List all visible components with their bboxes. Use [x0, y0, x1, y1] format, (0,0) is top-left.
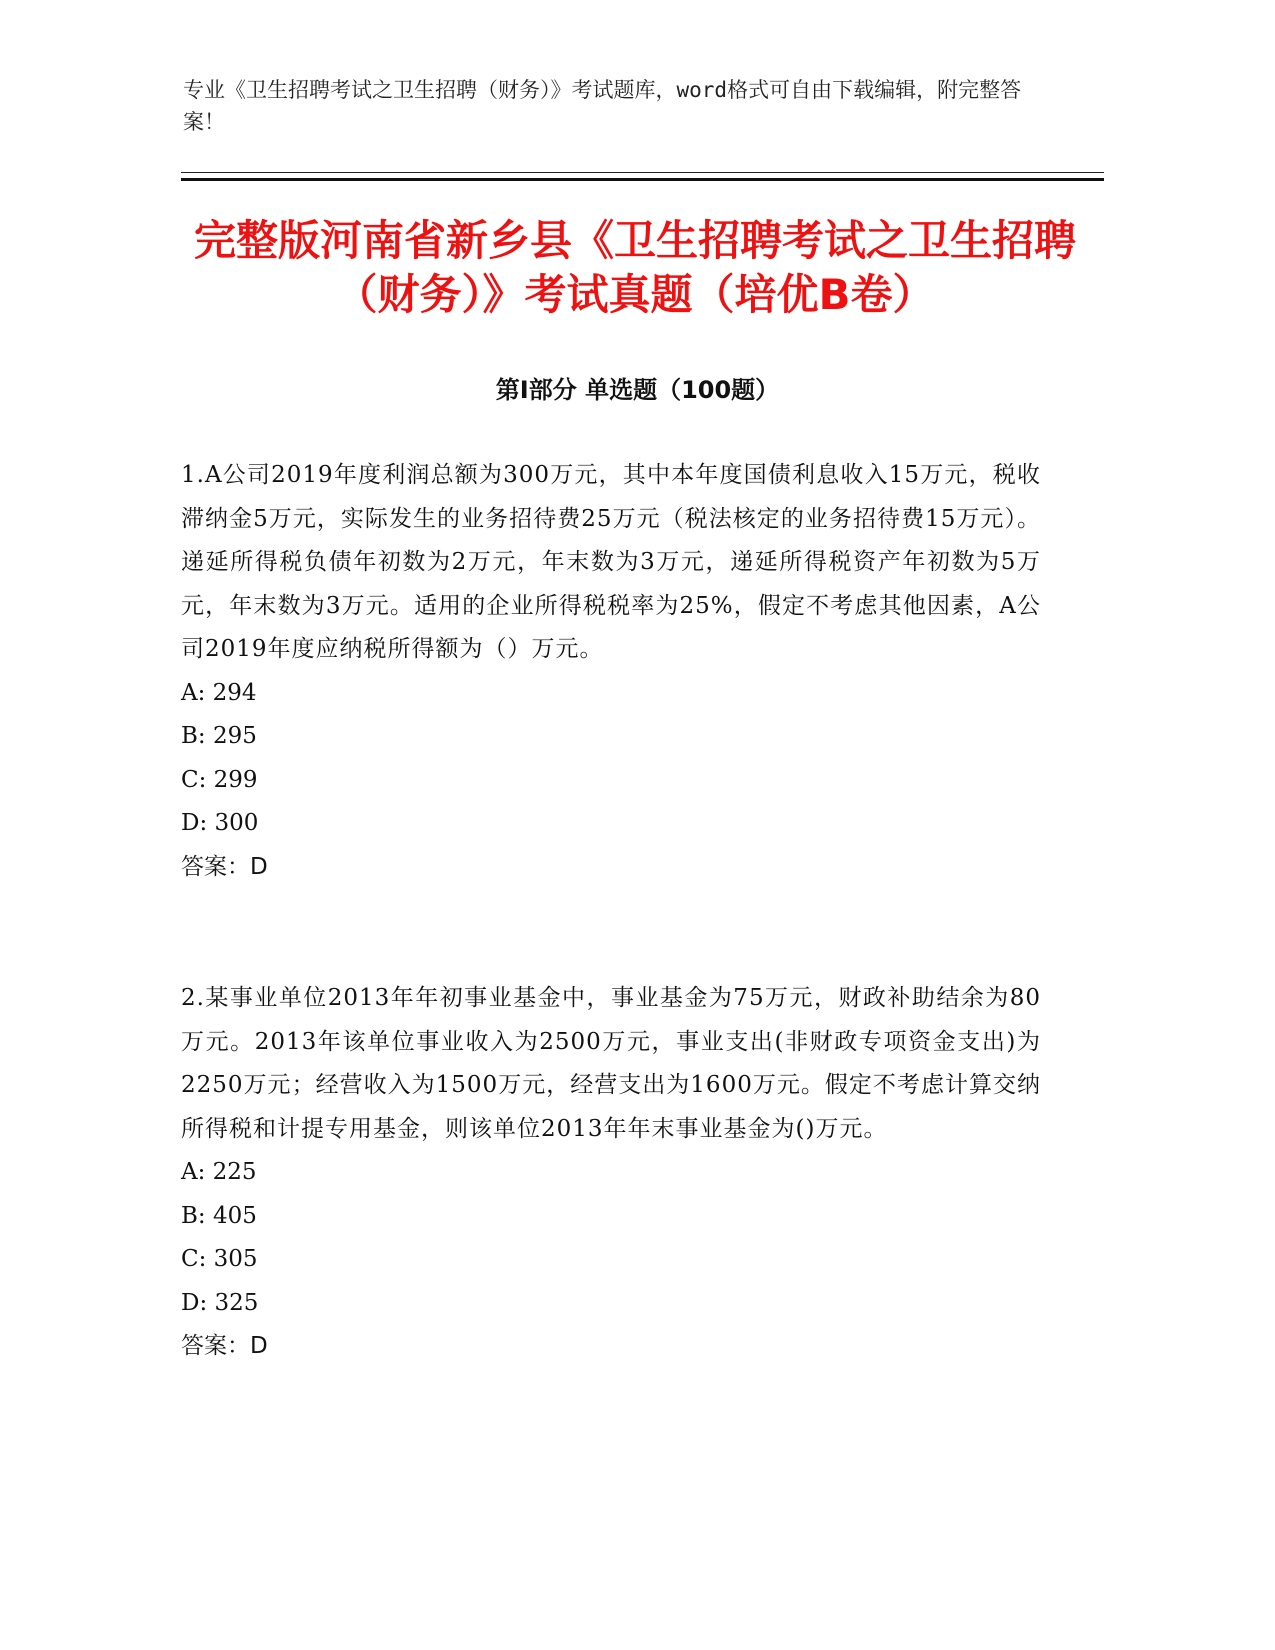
question-text: 2.某事业单位2013年年初事业基金中，事业基金为75万元，财政补助结余为80万元。2013年该单位事业收入为2500万元，事业支出(非财政专项资金支出)为2250万元；经营收入为1500万元，经营支出为1600万元。假定不考虑计算交纳所得税和计提专用基金，则该单位2013年年末事业基金为()万元。: [181, 985, 1041, 1142]
option-d: D: 325: [181, 1289, 259, 1316]
option-d: D: 300: [181, 810, 259, 837]
option-b: B: 295: [181, 723, 257, 750]
question-2: [181, 977, 1041, 1369]
option-c: C: 299: [181, 766, 258, 793]
option-b: B: 405: [181, 1202, 257, 1229]
question-text: 1.A公司2019年度利润总额为300万元，其中本年度国债利息收入15万元，税收滞纳金5万元，实际发生的业务招待费25万元（税法核定的业务招待费15万元）。递延所得税负债年初数为2万元，年末数为3万元，递延所得税资产年初数为5万元，年末数为3万元。适用的企业所得税税率为25%，假定不考虑其他因素，A公司2019年度应纳税所得额为（）万元。: [181, 462, 1041, 663]
option-c: C: 305: [181, 1246, 258, 1273]
section-heading: 第Ⅰ部分 单选题（100题）: [495, 376, 780, 404]
header-divider-thin: [181, 172, 1104, 173]
document-title: 完整版河南省新乡县《卫生招聘考试之卫生招聘（财务）》考试真题（培优B卷）: [193, 216, 1076, 319]
header-note: 专业《卫生招聘考试之卫生招聘（财务）》考试题库，word格式可自由下载编辑，附完整答案！: [183, 78, 1022, 134]
option-a: A: 294: [181, 679, 257, 706]
option-a: A: 225: [181, 1159, 257, 1186]
question-1: [181, 454, 1041, 889]
answer: 答案：D: [181, 853, 268, 880]
header-divider-thick: [181, 178, 1104, 181]
answer: 答案：D: [181, 1333, 268, 1360]
